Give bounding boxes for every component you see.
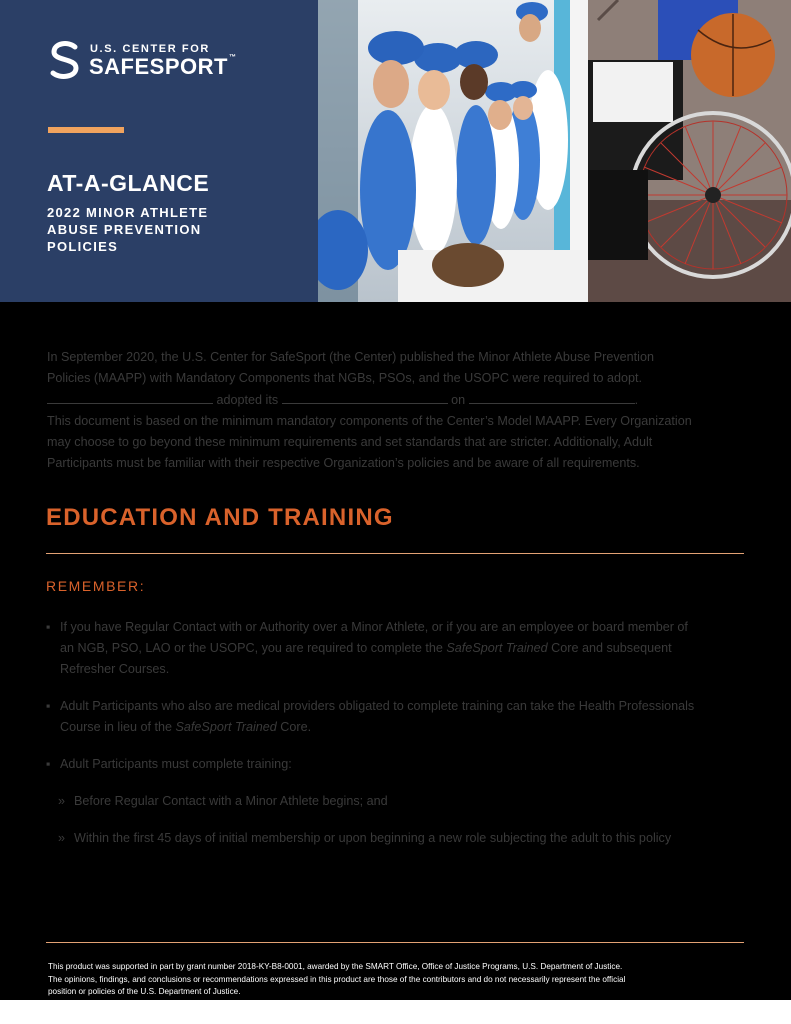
intro-line: Participants must be familiar with their respective Organization’s policies and be aware of all requirements. (47, 456, 640, 470)
fill-text-on: on (451, 393, 466, 407)
bullet-text: Adult Participants who also are medical providers obligated to complete training can take the Health Professionals (60, 699, 695, 713)
wheelchair-basketball-photo (588, 0, 791, 302)
safesport-logo (48, 40, 248, 80)
section-heading: EDUCATION AND TRAINING (46, 504, 394, 531)
baseball-team-photo (318, 0, 588, 302)
safesport-s-mark-icon (48, 40, 82, 80)
header-banner (0, 0, 791, 302)
disclaimer-line: position or policies of the U.S. Department of Justice. (48, 987, 241, 996)
grant-disclaimer (48, 961, 748, 999)
list-item (46, 754, 746, 775)
subtitle-line: POLICIES (47, 239, 119, 254)
bullet-text: If you have Regular Contact with or Authority over a Minor Athlete, or if you are an employee or board member of (60, 620, 688, 634)
intro-line: Policies (MAAPP) with Mandatory Components that NGBs, PSOs, and the USOPC were required to adopt. (47, 371, 642, 385)
bullet-text: Course in lieu of the SafeSport Trained Core. (60, 720, 312, 734)
subtitle-line: 2022 MINOR ATHLETE (47, 205, 209, 220)
intro-line: This document is based on the minimum mandatory components of the Center’s Model MAAPP. Every Organization (47, 414, 692, 428)
sub-list-item (46, 828, 746, 849)
fill-text-adopted: adopted its (216, 393, 279, 407)
double-chevron-icon: » (58, 831, 66, 845)
sub-bullet-text: Within the first 45 days of initial membership or upon beginning a new role subjecting the adult to this policy (74, 831, 672, 845)
fill-text-period: . (634, 393, 639, 407)
list-item (46, 696, 746, 738)
list-item (46, 617, 746, 680)
emphasis-text: SafeSport Trained (446, 641, 548, 655)
remember-label: REMEMBER: (46, 578, 146, 594)
sub-list-item (46, 791, 746, 812)
intro-line: may choose to go beyond these minimum requirements and set standards that are stricter. Additionally, Adult (47, 435, 653, 449)
page-subtitle (47, 204, 297, 255)
date-blank-field[interactable] (469, 389, 635, 404)
subtitle-line: ABUSE PREVENTION (47, 222, 202, 237)
baseball-players-image (318, 0, 588, 302)
intro-line: In September 2020, the U.S. Center for SafeSport (the Center) published the Minor Athlete Abuse Prevention (47, 350, 654, 364)
disclaimer-line: The opinions, findings, and conclusions or recommendations expressed in this product are those of the contributors and do not necessarily represent the official (48, 974, 626, 984)
bullet-text: Refresher Courses. (60, 662, 170, 676)
footer-divider (46, 942, 744, 943)
logo-text-main: SAFESPORT™ (89, 54, 237, 79)
disclaimer-line: This product was supported in part by grant number 2018-KY-B8-0001, awarded by the SMART Office, Office of Justice Programs, U.S. Department of Justice. (48, 962, 623, 971)
sub-bullet-text: Before Regular Contact with a Minor Athlete begins; and (74, 794, 388, 808)
bullet-text: Adult Participants must complete training: (60, 757, 292, 771)
intro-paragraph (47, 347, 747, 474)
logo-text-top: U.S. CENTER FOR (90, 43, 210, 55)
bullet-text: an NGB, PSO, LAO or the USOPC, you are required to complete the SafeSport Trained Core and subsequent (60, 641, 672, 655)
trademark-symbol: ™ (228, 54, 237, 61)
page-bottom-margin (0, 1000, 791, 1024)
requirements-list (46, 617, 746, 865)
emphasis-text: SafeSport Trained (175, 720, 277, 734)
policy-name-blank-field[interactable] (282, 389, 448, 404)
bullet-square-icon: ▪ (46, 620, 51, 634)
bullet-square-icon: ▪ (46, 757, 51, 771)
organization-blank-field[interactable] (47, 389, 213, 404)
orange-accent-rule (48, 127, 124, 133)
double-chevron-icon: » (58, 794, 66, 808)
wheelchair-athlete-image (588, 0, 791, 302)
fill-in-line (47, 389, 747, 411)
title-panel (0, 0, 318, 302)
page-title: AT-A-GLANCE (47, 170, 210, 196)
bullet-square-icon: ▪ (46, 699, 51, 713)
section-divider (46, 553, 744, 554)
